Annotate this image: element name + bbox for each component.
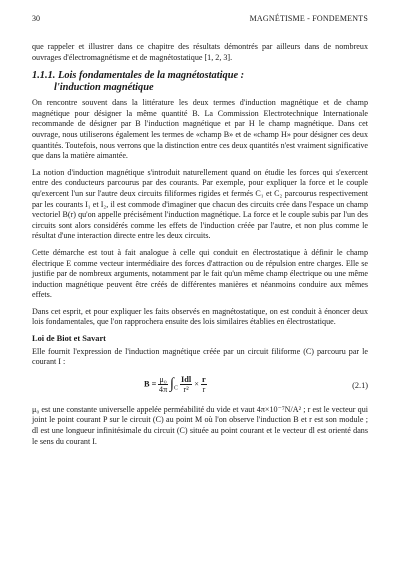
page-header [32, 14, 368, 26]
unit-vector-denominator: r [202, 384, 206, 394]
unit-vector-numerator: r [202, 374, 206, 384]
unit-vector-fraction [201, 375, 207, 394]
integrand-fraction [180, 375, 192, 394]
equation-body [144, 375, 207, 394]
subsection-title: Loi de Biot et Savart [32, 334, 106, 344]
biot-savart-equation [32, 371, 368, 401]
section-title-line1: 1.1.1. Lois fondamentales de la magnétostatique : [32, 70, 245, 82]
subsection-intro: Elle fournit l'expression de l'induction magnétique créée par un circuit filiforme (C) parcouru par le courant I : [32, 346, 368, 367]
section-title-line2: l'induction magnétique [54, 81, 154, 93]
equation-lhs: B = [144, 379, 157, 389]
section-title [32, 70, 368, 93]
paragraph-terms: On rencontre souvent dans la littérature les deux termes d'induction magnétique et de champ magnétique pour désigner la même quantité B. La Commission Electrotechnique Internationale recommande de désigner par B l'induction magnétique et par H le champ magnétique. Dans cet ouvrage, nous utiliserons également les termes de «champ B» et de «champ H» pour désigner ces deux quantités. Toutefois, nous verrons que la distinction entre ces deux quantités n'est vraiment significative que dans la matière aimantée. [32, 98, 368, 161]
coefficient-fraction [158, 375, 167, 394]
integral-contour: C [173, 385, 178, 392]
intro-paragraph: que rappeler et illustrer dans ce chapitre des résultats démontrés par ailleurs dans de nombreux ouvrages d'électromagnétisme et de magnétostatique [1, 2, 3]. [32, 42, 368, 62]
integrand-denominator: r² [183, 384, 189, 394]
paragraph-induction-notion: La notion d'induction magnétique s'introduit naturellement quand on étudie les forces qui s'exercent entre des conducteurs parcourus par des courants. Par exemple, pour expliquer la force et le couple qu'exercent l'un sur l'autre deux circuits filiformes rigides et fermés C₁ et C₂ parcourus respectivement par les courants I₁ et I₂, il est commode d'imaginer que chacun des circuits crée dans l'espace un champ vectoriel B(r) qu'on appelle précisément l'induction magnétique. La force et le couple subis par l'un des circuits sont alors considérés comme les effets de l'induction créée par l'autre, et non plus comme le résultat d'une interaction directe entre les deux circuits. [32, 167, 368, 241]
page-body [32, 42, 368, 453]
coefficient-numerator: μ₀ [159, 374, 167, 384]
integral-sign: ∫ [169, 376, 174, 393]
cross-product-sign: × [194, 379, 199, 389]
closing-paragraph: μ₀ est une constante universelle appelée perméabilité du vide et vaut 4π×10⁻⁷N/A² ; r est le vecteur qui joint le point courant P sur le circuit (C) au point M où l'on observe l'induction B et r est son module ; dl est une longueur infinitésimale du circuit (C) située au point courant et le vecteur dl est orienté dans le sens du courant I. [32, 404, 368, 446]
running-title: MAGNÉTISME - FONDEMENTS [249, 14, 368, 23]
coefficient-denominator: 4π [158, 384, 168, 394]
paragraph-analogy: Cette démarche est tout à fait analogue à celle qui conduit en électrostatique à définir le champ électrique E comme vecteur intermédiaire des forces d'attraction ou de répulsion entre charges. Elle se justifie par de nombreux arguments, notamment par le fait qu'un même champ électrique ou une même induction magnétique peuvent être créés de différentes manières et néanmoins conduire aux mêmes effets. [32, 247, 368, 300]
paragraph-two-laws: Dans cet esprit, et pour expliquer les faits observés en magnétostatique, on est conduit à énoncer deux lois fondamentales, que l'on rapprochera ensuite des lois similaires établies en électrostatique. [32, 306, 368, 327]
equation-number: (2.1) [352, 380, 368, 390]
page-number: 30 [32, 14, 40, 23]
integrand-numerator: Idl [181, 374, 192, 384]
